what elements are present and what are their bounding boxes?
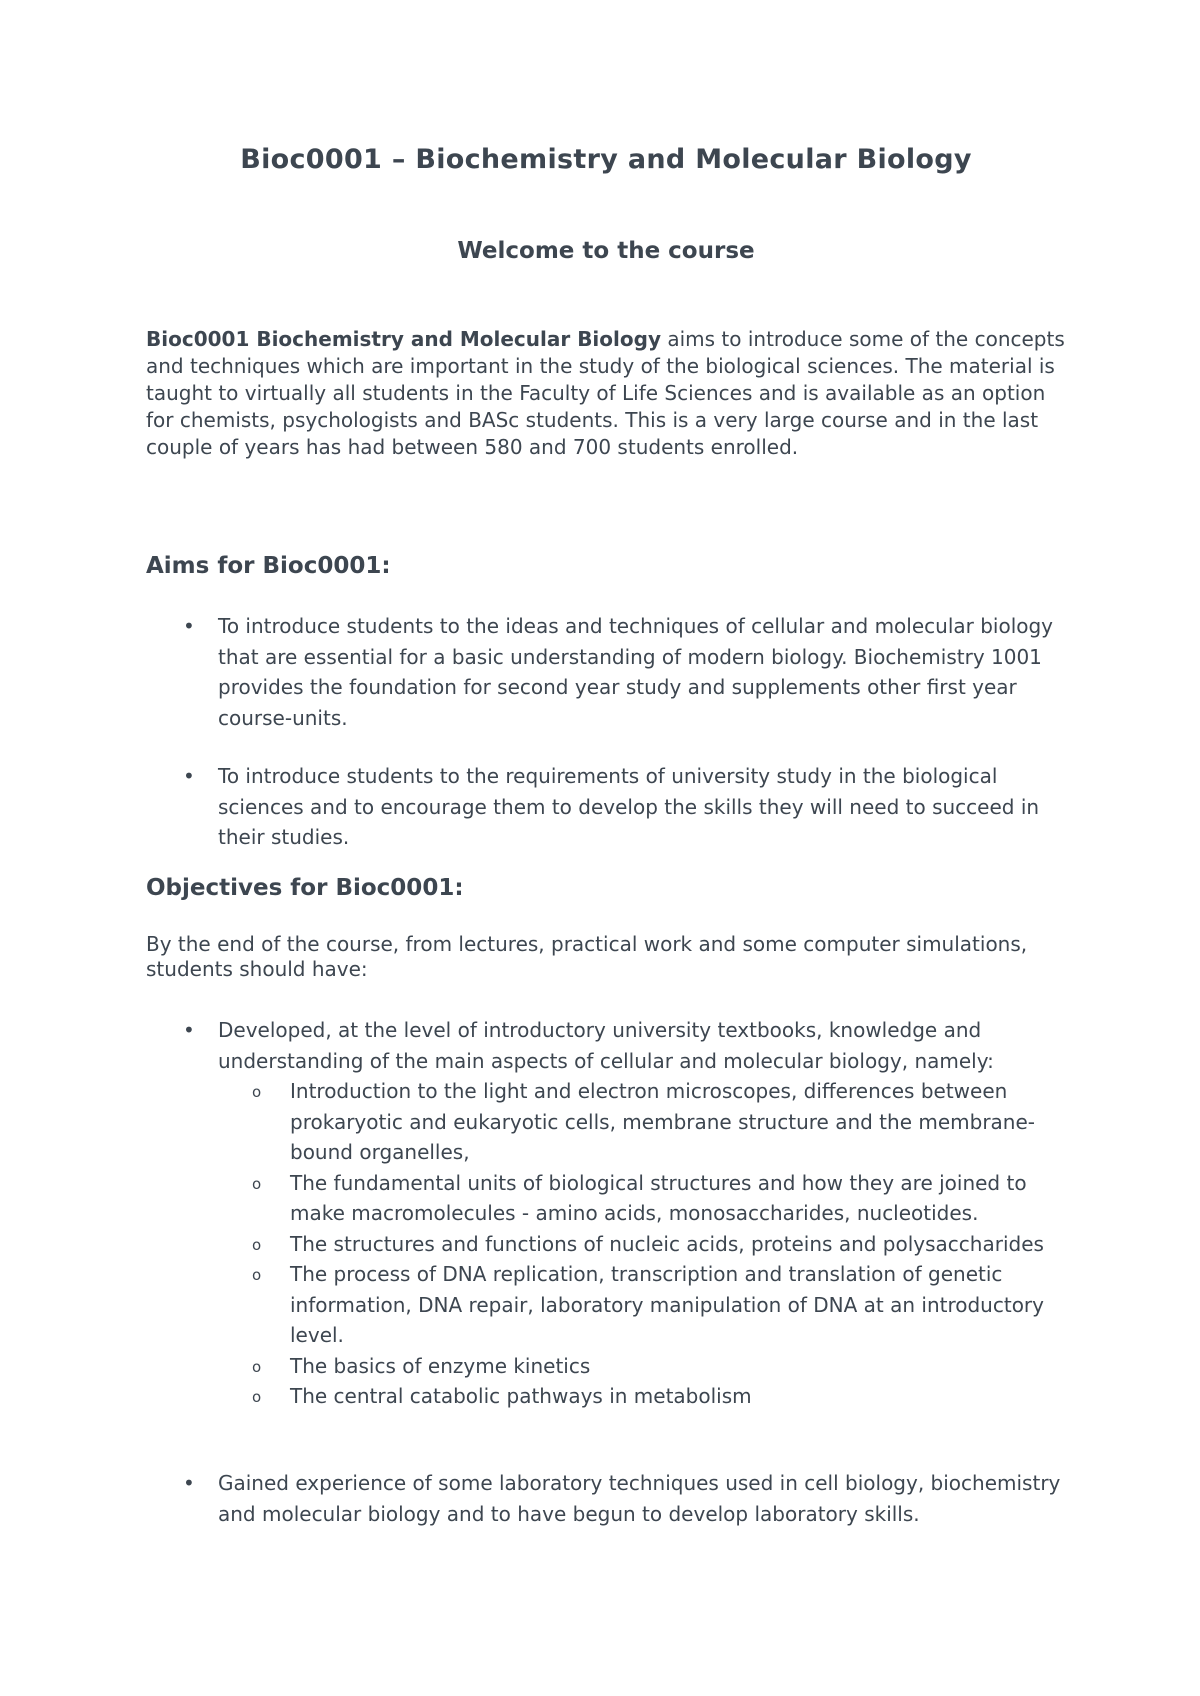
document-title: Bioc0001 – Biochemistry and Molecular Biology — [240, 144, 972, 175]
bullet-marker: • — [183, 764, 195, 788]
objectives-sublist — [218, 1076, 1066, 1412]
aims-item — [146, 611, 1066, 733]
document-subtitle: Welcome to the course — [457, 238, 755, 264]
objectives-subitem — [218, 1259, 1066, 1351]
objectives-list-continued — [146, 1468, 1066, 1529]
bullet-marker: • — [183, 1018, 195, 1042]
objectives-subitem-text: Introduction to the light and electron microscopes, differences between prokaryotic and eukaryotic cells, membrane structure and the membrane-bound organelles, — [290, 1079, 1035, 1164]
objectives-list — [146, 1015, 1066, 1412]
objectives-item-text: Gained experience of some laboratory techniques used in cell biology, biochemistry and molecular biology and to have begun to develop laboratory skills. — [218, 1471, 1061, 1526]
objectives-subitem-text: The fundamental units of biological structures and how they are joined to make macromolecules - amino acids, monosaccharides, nucleotides. — [290, 1170, 1027, 1225]
objectives-subitem — [218, 1168, 1066, 1229]
sub-bullet-marker: o — [252, 1357, 262, 1376]
objectives-subitem-text: The basics of enzyme kinetics — [290, 1353, 591, 1378]
objectives-subitem-text: The structures and functions of nucleic acids, proteins and polysaccharides — [290, 1231, 1044, 1256]
aims-item — [146, 761, 1066, 853]
bullet-marker: • — [183, 1471, 195, 1495]
intro-paragraph — [146, 326, 1066, 461]
bullet-marker: • — [183, 614, 195, 638]
sub-bullet-marker: o — [252, 1083, 262, 1101]
objectives-subitem-text: The process of DNA replication, transcription and translation of genetic information, DNA repair, laboratory manipulation of DNA at an introductory level. — [290, 1262, 1044, 1347]
objectives-heading: Objectives for Bioc0001: — [146, 875, 464, 901]
aims-item-text: To introduce students to the requirements of university study in the biological sciences and to encourage them to develop the skills they will need to succeed in their studies. — [218, 764, 1040, 849]
objectives-subitem — [218, 1229, 1066, 1260]
objectives-subitem — [218, 1076, 1066, 1168]
objectives-subitem — [218, 1381, 1066, 1412]
sub-bullet-marker: o — [252, 1174, 262, 1193]
objectives-intro: By the end of the course, from lectures, practical work and some computer simulations, students should have: — [146, 932, 1028, 981]
objectives-subitem — [218, 1351, 1066, 1382]
aims-item-text: To introduce students to the ideas and techniques of cellular and molecular biology that are essential for a basic understanding of modern biology. Biochemistry 1001 provides the foundation for second year study and supplements other first year course-units. — [218, 614, 1054, 730]
aims-list — [146, 611, 1066, 853]
sub-bullet-marker: o — [252, 1266, 262, 1284]
objectives-item-text: Developed, at the level of introductory university textbooks, knowledge and understanding of the main aspects of cellular and molecular biology, namely: — [218, 1018, 994, 1073]
aims-heading: Aims for Bioc0001: — [146, 553, 391, 579]
intro-bold-lead: Bioc0001 Biochemistry and Molecular Biology — [146, 327, 661, 351]
objectives-subitem-text: The central catabolic pathways in metabolism — [290, 1384, 752, 1408]
intro-text: aims to introduce some of the concepts and techniques which are important in the study of the biological sciences. The material is taught to virtually all students in the Faculty of Life Sciences and is available as an option for chemists, psychologists and BASc students. This is a very large course and in the last couple of years has had between 580 and 700 students enrolled. — [146, 327, 1065, 459]
sub-bullet-marker: o — [252, 1388, 262, 1406]
sub-bullet-marker: o — [252, 1235, 262, 1254]
objectives-item — [146, 1468, 1066, 1529]
objectives-item — [146, 1015, 1066, 1412]
